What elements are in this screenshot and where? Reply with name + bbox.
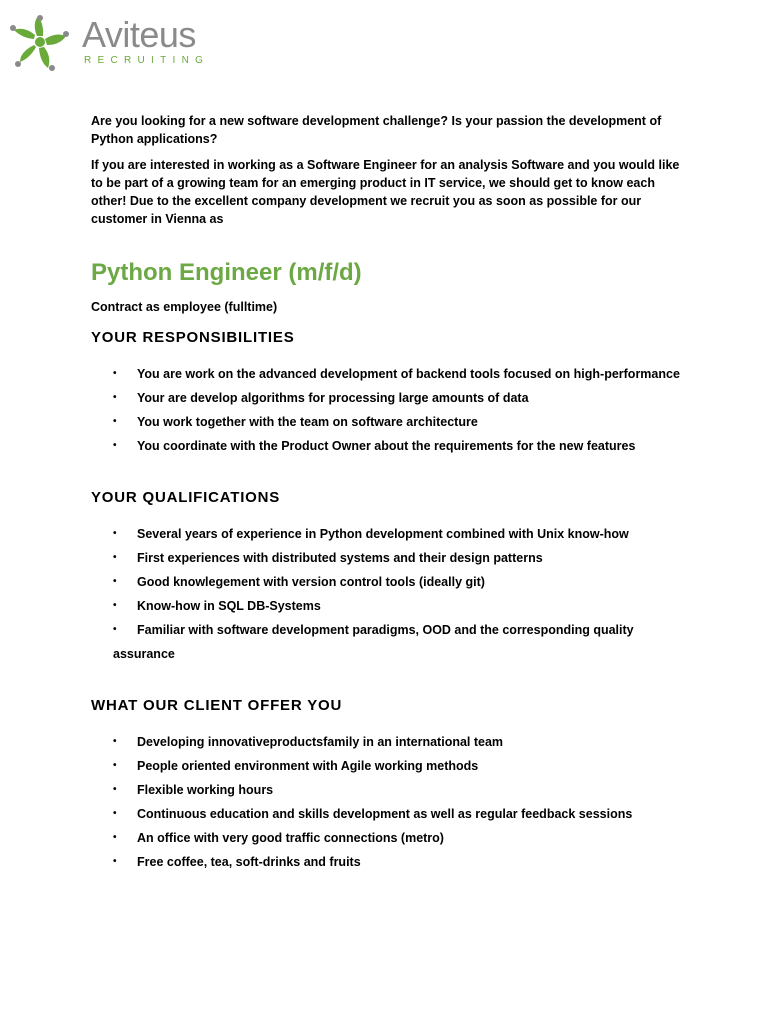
list-item: • You are work on the advanced development of backend tools focused on high-performance	[91, 362, 691, 386]
offer-list	[91, 730, 691, 874]
bullet-icon: •	[113, 736, 117, 747]
logo-name: Aviteus	[82, 14, 196, 55]
list-item: • Your are develop algorithms for processing large amounts of data	[91, 386, 691, 410]
list-item: • Developing innovativeproductsfamily in an international team	[91, 730, 691, 754]
list-item: • Know-how in SQL DB-Systems	[91, 594, 691, 618]
bullet-icon: •	[113, 368, 117, 379]
qualifications-list	[91, 522, 691, 666]
list-item: • Familiar with software development paradigms, OOD and the corresponding quality assurance	[91, 618, 691, 666]
bullet-icon: •	[113, 528, 117, 539]
bullet-icon: •	[113, 392, 117, 403]
list-item: • An office with very good traffic connections (metro)	[91, 826, 691, 850]
section-title-qualifications: YOUR QUALIFICATIONS	[91, 489, 281, 506]
bullet-icon: •	[113, 576, 117, 587]
bullet-icon: •	[113, 440, 117, 451]
aviteus-star-icon	[8, 12, 72, 72]
bullet-icon: •	[113, 832, 117, 843]
list-item: • People oriented environment with Agile working methods	[91, 754, 691, 778]
bullet-icon: •	[113, 416, 117, 427]
bullet-icon: •	[113, 552, 117, 563]
section-title-responsibilities: YOUR RESPONSIBILITIES	[91, 329, 295, 346]
contract-type: Contract as employee (fulltime)	[91, 300, 278, 314]
bullet-icon: •	[113, 760, 117, 771]
list-item: • Continuous education and skills development as well as regular feedback sessions	[91, 802, 691, 826]
intro-paragraph: If you are interested in working as a Software Engineer for an analysis Software and you would like to be part of a growing team for an emerging product in IT service, we should get to know each other! Due to the excellent company development we recruit you as soon as possible for our customer in Vienna as	[91, 158, 680, 226]
bullet-icon: •	[113, 808, 117, 819]
bullet-icon: •	[113, 784, 117, 795]
bullet-icon: •	[113, 624, 117, 635]
list-item: • You work together with the team on software architecture	[91, 410, 691, 434]
job-posting	[91, 112, 691, 874]
list-item: • Good knowlegement with version control tools (ideally git)	[91, 570, 691, 594]
list-item: • You coordinate with the Product Owner about the requirements for the new features	[91, 434, 691, 458]
section-title-offer: WHAT OUR CLIENT OFFER YOU	[91, 697, 343, 714]
bullet-icon: •	[113, 600, 117, 611]
logo-tagline: RECRUITING	[84, 55, 210, 66]
list-item: • Several years of experience in Python development combined with Unix know-how	[91, 522, 691, 546]
list-item: • First experiences with distributed systems and their design patterns	[91, 546, 691, 570]
job-title: Python Engineer (m/f/d)	[91, 259, 362, 286]
intro-paragraph: Are you looking for a new software development challenge? Is your passion the development of Python applications?	[91, 114, 662, 146]
responsibilities-list	[91, 362, 691, 458]
company-logo	[8, 10, 230, 74]
list-item: • Free coffee, tea, soft-drinks and fruits	[91, 850, 691, 874]
list-item: • Flexible working hours	[91, 778, 691, 802]
bullet-icon: •	[113, 856, 117, 867]
